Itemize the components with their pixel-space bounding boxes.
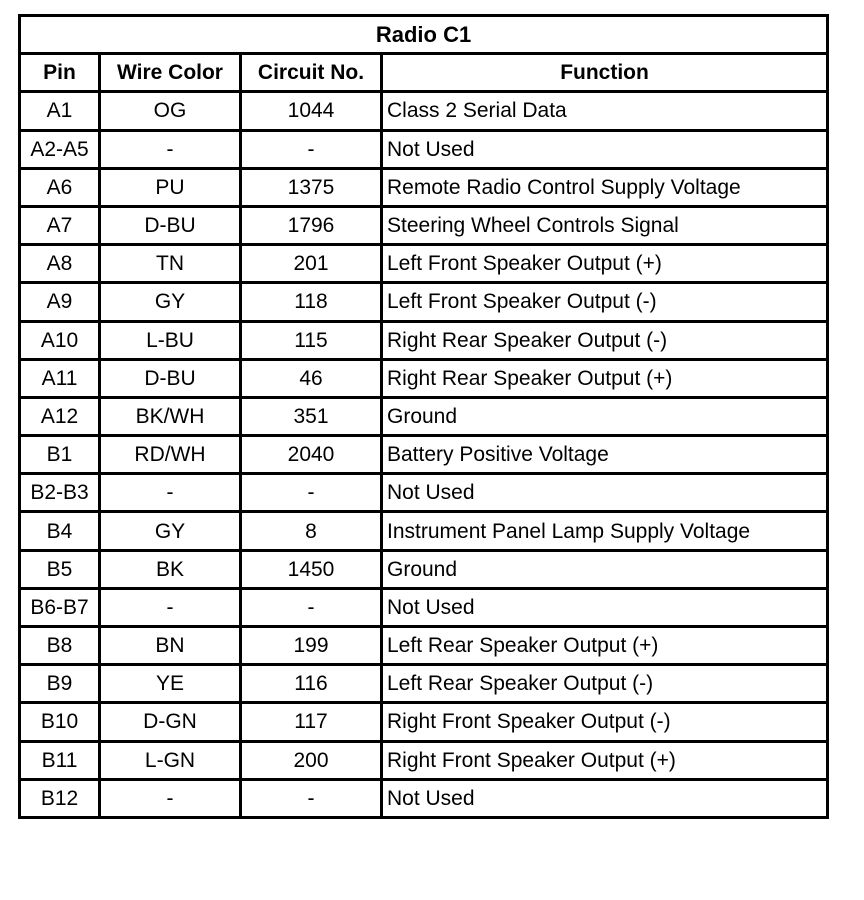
cell-pin: A9 xyxy=(20,283,100,321)
cell-pin: B6-B7 xyxy=(20,588,100,626)
cell-wire-color: RD/WH xyxy=(100,436,241,474)
cell-function: Instrument Panel Lamp Supply Voltage xyxy=(382,512,828,550)
table-body xyxy=(20,92,828,818)
cell-pin: A7 xyxy=(20,206,100,244)
cell-function: Ground xyxy=(382,550,828,588)
cell-pin: B5 xyxy=(20,550,100,588)
cell-wire-color: BK xyxy=(100,550,241,588)
cell-pin: B11 xyxy=(20,741,100,779)
table-title-row xyxy=(20,16,828,54)
connector-table-container xyxy=(18,14,826,819)
cell-pin: A10 xyxy=(20,321,100,359)
table-row xyxy=(20,359,828,397)
table-row xyxy=(20,588,828,626)
cell-function: Not Used xyxy=(382,588,828,626)
table-row xyxy=(20,703,828,741)
cell-circuit-no: 351 xyxy=(241,397,382,435)
cell-circuit-no: 200 xyxy=(241,741,382,779)
cell-pin: A12 xyxy=(20,397,100,435)
cell-function: Not Used xyxy=(382,779,828,817)
table-row xyxy=(20,741,828,779)
cell-pin: A1 xyxy=(20,92,100,130)
cell-wire-color: - xyxy=(100,130,241,168)
cell-circuit-no: - xyxy=(241,130,382,168)
table-row xyxy=(20,779,828,817)
column-header-wire-color: Wire Color xyxy=(100,54,241,92)
cell-wire-color: D-BU xyxy=(100,359,241,397)
cell-pin: A6 xyxy=(20,168,100,206)
table-title: Radio C1 xyxy=(20,16,828,54)
cell-wire-color: BN xyxy=(100,627,241,665)
cell-function: Not Used xyxy=(382,474,828,512)
cell-function: Left Rear Speaker Output (+) xyxy=(382,627,828,665)
cell-wire-color: TN xyxy=(100,245,241,283)
table-row xyxy=(20,130,828,168)
cell-circuit-no: 46 xyxy=(241,359,382,397)
table-row xyxy=(20,474,828,512)
cell-wire-color: GY xyxy=(100,283,241,321)
cell-circuit-no: 115 xyxy=(241,321,382,359)
cell-wire-color: - xyxy=(100,779,241,817)
cell-wire-color: L-BU xyxy=(100,321,241,359)
cell-circuit-no: 199 xyxy=(241,627,382,665)
cell-wire-color: BK/WH xyxy=(100,397,241,435)
cell-function: Left Rear Speaker Output (-) xyxy=(382,665,828,703)
table-row xyxy=(20,283,828,321)
cell-circuit-no: - xyxy=(241,474,382,512)
cell-wire-color: YE xyxy=(100,665,241,703)
cell-function: Left Front Speaker Output (-) xyxy=(382,283,828,321)
table-row xyxy=(20,321,828,359)
cell-function: Right Front Speaker Output (-) xyxy=(382,703,828,741)
cell-pin: B12 xyxy=(20,779,100,817)
cell-circuit-no: - xyxy=(241,588,382,626)
cell-wire-color: PU xyxy=(100,168,241,206)
column-header-pin: Pin xyxy=(20,54,100,92)
cell-function: Class 2 Serial Data xyxy=(382,92,828,130)
cell-circuit-no: - xyxy=(241,779,382,817)
cell-circuit-no: 118 xyxy=(241,283,382,321)
cell-circuit-no: 1044 xyxy=(241,92,382,130)
table-row xyxy=(20,92,828,130)
cell-function: Ground xyxy=(382,397,828,435)
cell-wire-color: OG xyxy=(100,92,241,130)
table-row xyxy=(20,665,828,703)
column-header-circuit-no: Circuit No. xyxy=(241,54,382,92)
connector-table xyxy=(18,14,829,819)
cell-pin: A11 xyxy=(20,359,100,397)
table-row xyxy=(20,245,828,283)
cell-circuit-no: 117 xyxy=(241,703,382,741)
cell-wire-color: - xyxy=(100,588,241,626)
cell-function: Right Rear Speaker Output (-) xyxy=(382,321,828,359)
cell-pin: B4 xyxy=(20,512,100,550)
cell-circuit-no: 116 xyxy=(241,665,382,703)
cell-pin: B1 xyxy=(20,436,100,474)
table-row xyxy=(20,168,828,206)
cell-function: Battery Positive Voltage xyxy=(382,436,828,474)
cell-function: Right Rear Speaker Output (+) xyxy=(382,359,828,397)
table-row xyxy=(20,436,828,474)
cell-function: Not Used xyxy=(382,130,828,168)
cell-wire-color: - xyxy=(100,474,241,512)
cell-function: Right Front Speaker Output (+) xyxy=(382,741,828,779)
cell-function: Left Front Speaker Output (+) xyxy=(382,245,828,283)
cell-wire-color: GY xyxy=(100,512,241,550)
cell-function: Steering Wheel Controls Signal xyxy=(382,206,828,244)
table-row xyxy=(20,512,828,550)
cell-circuit-no: 201 xyxy=(241,245,382,283)
column-header-function: Function xyxy=(382,54,828,92)
cell-circuit-no: 2040 xyxy=(241,436,382,474)
cell-pin: B10 xyxy=(20,703,100,741)
cell-wire-color: D-GN xyxy=(100,703,241,741)
cell-function: Remote Radio Control Supply Voltage xyxy=(382,168,828,206)
cell-wire-color: D-BU xyxy=(100,206,241,244)
table-row xyxy=(20,206,828,244)
cell-circuit-no: 8 xyxy=(241,512,382,550)
table-header-row xyxy=(20,54,828,92)
cell-pin: B2-B3 xyxy=(20,474,100,512)
cell-circuit-no: 1375 xyxy=(241,168,382,206)
cell-circuit-no: 1450 xyxy=(241,550,382,588)
cell-pin: B9 xyxy=(20,665,100,703)
table-row xyxy=(20,627,828,665)
cell-pin: B8 xyxy=(20,627,100,665)
cell-wire-color: L-GN xyxy=(100,741,241,779)
table-row xyxy=(20,397,828,435)
cell-pin: A2-A5 xyxy=(20,130,100,168)
cell-pin: A8 xyxy=(20,245,100,283)
table-row xyxy=(20,550,828,588)
cell-circuit-no: 1796 xyxy=(241,206,382,244)
